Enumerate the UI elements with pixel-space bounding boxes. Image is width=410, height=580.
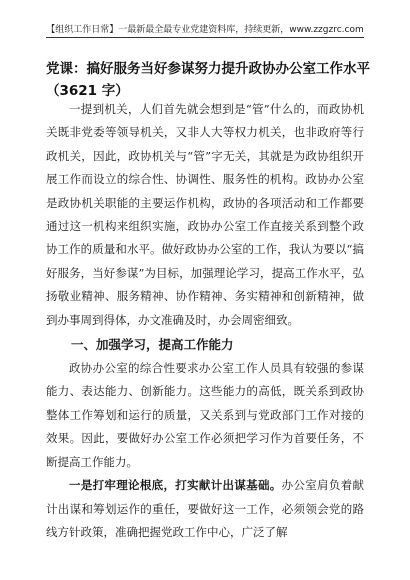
title-word-count: （3621 字） <box>46 83 129 99</box>
paragraph-theory <box>46 474 364 544</box>
paragraph-theory-text: 办公室肩负着献计出谋和筹划运作的重任，要做好这一工作，必须领会党的路线方针政策，准确把握党政工作中心，广泛了解 <box>46 478 364 539</box>
document-body <box>46 98 364 544</box>
header-divider <box>46 37 364 38</box>
title-main: 党课：搞好服务当好参谋努力提升政协办公室工作水平 <box>46 61 370 77</box>
paragraph-study: 政协办公室的综合性要求办公室工作人员具有较强的参谋能力、表达能力、创新能力。这些能力的高低，既关系到政协整体工作筹划和运行的质量，又关系到与党政部门工作对接的效果。因此，要做好办公室工作必须把学习作为首要任务，不断提高工作能力。 <box>46 361 364 469</box>
paragraph-theory-lead: 一是打牢理论根底，打实献计出谋基础。 <box>69 478 282 493</box>
section-heading-1: 一、加强学习，提高工作能力 <box>71 337 234 353</box>
document-title <box>46 58 370 102</box>
paragraph-intro: 一提到机关，人们首先就会想到是“管”什么的，而政协机关既非党委等领导机关，又非人大等权力机关，也非政府等行政机关，因此，政协机关与“管”字无关，其就是为政协组织开展工作而设立的综合性、协调性、服务性的机构。政协办公室是政协机关职能的主要运作机构，政协的各项活动和工作都要通过这一机构来组织实施，政协办公室工作直接关系到整个政协工作的质量和水平。做好政协办公室的工作，我认为要以“搞好服务，当好参谋”为目标，加强理论学习，提高工作水平，弘扬敬业精神、服务精神、协作精神、务实精神和创新精神，做到办事周到得体，办文准确及时，办会周密细致。 <box>46 102 364 327</box>
page-header: 【组织工作日常】一最新最全最专业党建资料库，持续更新，www.zzgzrc.com <box>46 25 364 35</box>
